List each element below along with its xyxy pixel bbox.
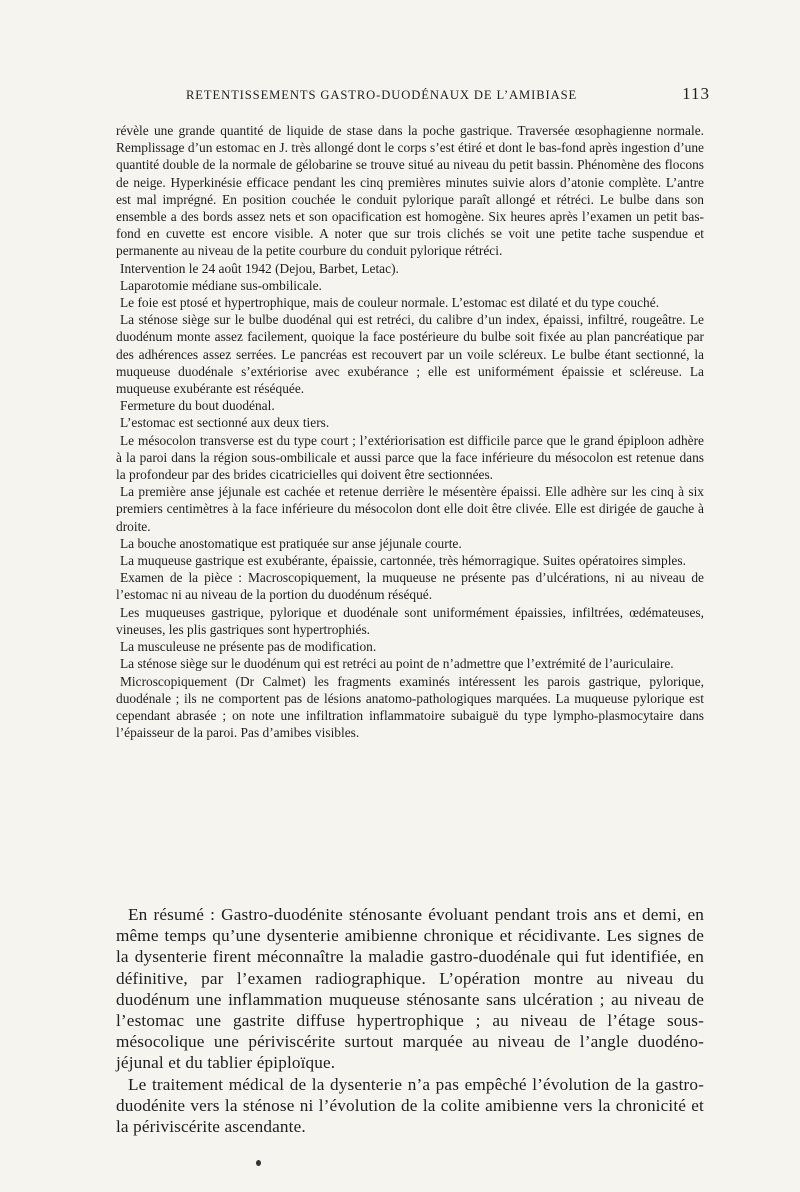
body-paragraph: La sténose siège sur le bulbe duodénal qui est retréci, du calibre d’un index, épaissi, infiltré, rougeâtre. Le duodénum monte assez facilement, quoique la face postérieure du bulbe soit fixée au plan pancréatique par des adhérences assez serrées. Le pancréas est recouvert par un voile scléreux. Le bulbe étant sectionné, la muqueuse duodénale s’extériorise avec exubérance ; elle est uniformément épaissie et scléreuse. La muqueuse exubérante est réséquée. [116,312,704,397]
body-paragraph: La sténose siège sur le duodénum qui est retréci au point de n’admettre que l’extrémité de l’auriculaire. [120,656,674,672]
body-paragraph: Les muqueuses gastrique, pylorique et duodénale sont uniformément épaissies, infiltrées, œdémateuses, vineuses, les plis gastriques sont hypertrophiés. [116,604,704,637]
body-paragraph: Laparotomie médiane sus-ombilicale. [120,277,322,293]
summary-paragraph: En résumé : Gastro-duodénite sténosante évoluant pendant trois ans et demi, en même temps qu’une dysenterie amibienne chronique et récidivante. Les signes de la dysenterie firent méconnaître la maladie gastro-duodénale qui fut identifiée, en définitive, par l’examen radiographique. L’opération montre au niveau du duodénum une inflammation muqueuse sténosante sans ulcération ; au niveau de l’estomac une gastrite diffuse hypertrophique ; au niveau de l’étage sous-mésocolique une périviscérite surtout marquée au niveau de l’angle duodéno-jéjunal et du tablier épiploïque. [116,905,704,1073]
case-report-body [116,122,704,741]
body-paragraph: La musculeuse ne présente pas de modification. [120,639,377,655]
summary-section [116,904,704,1137]
body-paragraph: Le foie est ptosé et hypertrophique, mais de couleur normale. L’estomac est dilaté et du type couché. [120,295,660,311]
running-header [186,84,710,106]
body-paragraph: La bouche anostomatique est pratiquée sur anse jéjunale courte. [120,535,462,551]
body-paragraph: Le mésocolon transverse est du type court ; l’extériorisation est difficile parce que le grand épiploon adhère à la paroi dans la région sous-ombilicale et aussi parce que la face inférieure du mésocolon est retenue dans la profondeur par des brides cicatricielles qui doivent être sectionnées. [116,432,704,483]
footer-dot-mark [256,1160,261,1166]
body-paragraph: L’estomac est sectionné aux deux tiers. [120,415,330,431]
running-title: RETENTISSEMENTS GASTRO-DUODÉNAUX DE L’AMIBIASE [186,88,578,102]
body-paragraph: La première anse jéjunale est cachée et retenue derrière le mésentère épaissi. Elle adhère sur les cinq à six premiers centimètres à la face inférieure du mésocolon dont elle doit être clivée. Elle est dirigée de gauche à droite. [116,484,704,534]
body-paragraph: Fermeture du bout duodénal. [120,398,275,414]
page-number: 113 [682,84,710,103]
body-paragraph: Intervention le 24 août 1942 (Dejou, Barbet, Letac). [120,260,399,276]
body-paragraph: Microscopiquement (Dr Calmet) les fragments examinés intéressent les parois gastrique, pylorique, duodénale ; ils ne comportent pas de lésions anatomo-pathologiques marquées. La muqueuse pylorique est cependant abrasée ; on note une infiltration inflammatoire subaiguë du type lympho-plasmocytaire dans l’épaisseur de la paroi. Pas d’amibes visibles. [116,673,704,741]
body-paragraph: Examen de la pièce : Macroscopiquement, la muqueuse ne présente pas d’ulcérations, ni au niveau de l’estomac ni au niveau de la portion du duodénum réséqué. [116,570,704,603]
body-paragraph: La muqueuse gastrique est exubérante, épaissie, cartonnée, très hémorragique. Suites opératoires simples. [120,553,686,569]
body-paragraph: révèle une grande quantité de liquide de stase dans la poche gastrique. Traversée œsophagienne normale. Remplissage d’un estomac en J. très allongé dont le corps s’est étiré et dont le bas-fond après ingestion d’une quantité double de la normale de gélobarine se trouve situé au niveau du petit bassin. Phénomène des flocons de neige. Hyperkinésie efficace pendant les cinq premières minutes suivie alors d’atonie complète. L’antre est mal imprégné. En position couchée le conduit pylorique paraît allongé et rétréci. Le bulbe dans son ensemble a des bords assez nets et son opacification est homogène. Six heures après l’examen un petit bas-fond en cuvette est encore visible. A noter que sur trois clichés se voit une petite tache suspendue et permanente au niveau de la petite courbure du conduit pylorique rétréci. [116,123,704,259]
summary-paragraph: Le traitement médical de la dysenterie n’a pas empêché l’évolution de la gastro-duodénite vers la sténose ni l’évolution de la colite amibienne vers la chronicité et la périviscérite ascendante. [116,1074,704,1137]
